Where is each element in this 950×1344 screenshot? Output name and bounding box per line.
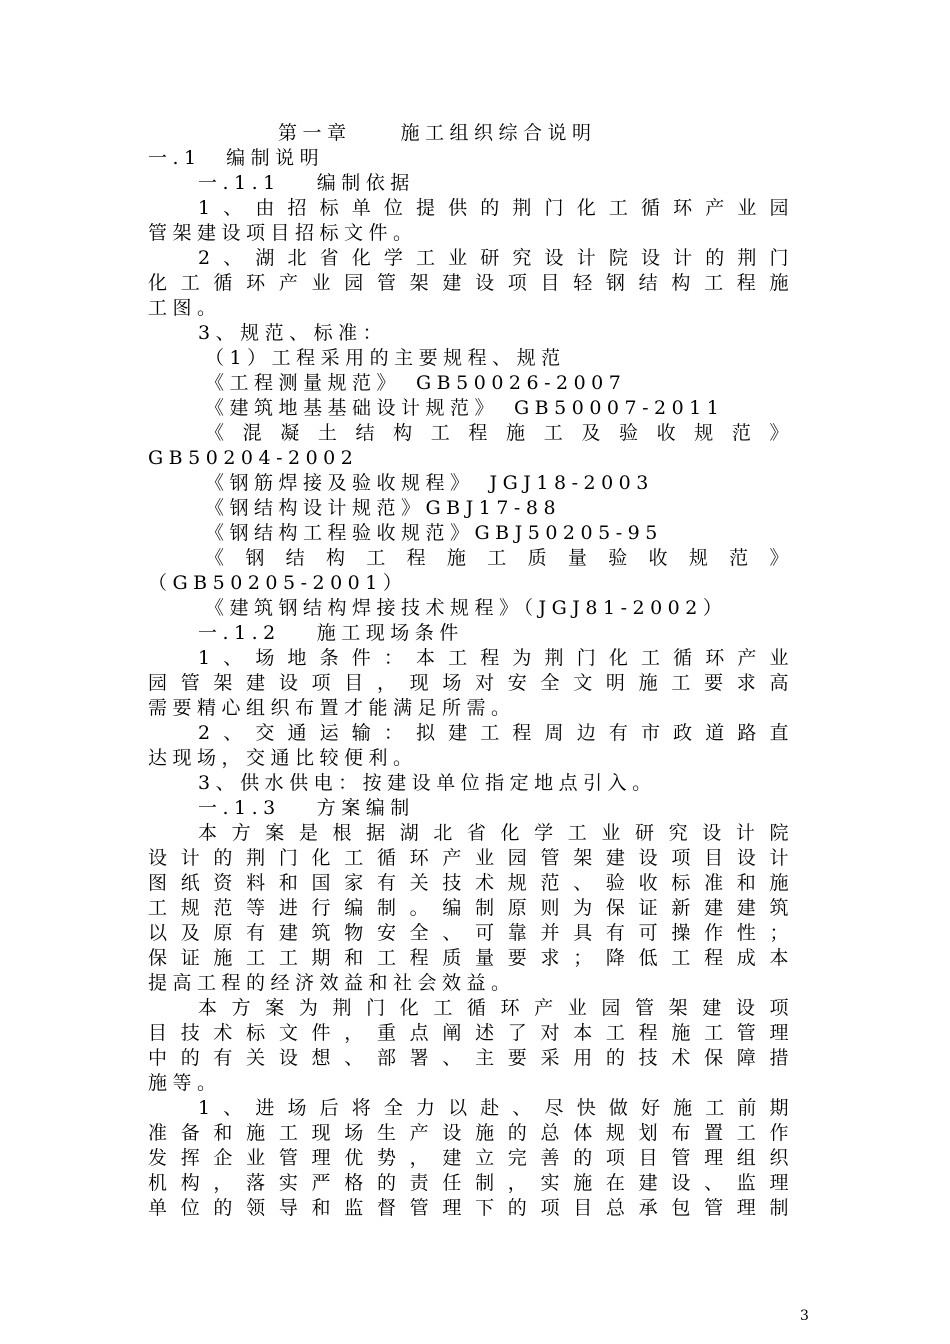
- text-line: 目技术标文件，重点阐述了对本工程施工管理: [148, 1022, 794, 1044]
- text-line: 化工循环产业园管架建设项目轻钢结构工程施: [148, 272, 794, 294]
- subsection-heading: 一.1.2 施工现场条件: [198, 622, 464, 644]
- standard-item: 《工程测量规范》 GB50026-2007: [205, 372, 627, 394]
- text-line: 工规范等进行编制。编制原则为保证新建建筑: [148, 897, 794, 919]
- text-line: 准备和施工现场生产设施的总体规划布置工作: [148, 1122, 794, 1144]
- text-line: 管架建设项目招标文件。: [148, 222, 418, 244]
- chapter-title: 第一章 施工组织综合说明: [278, 122, 597, 144]
- standard-item: 《钢结构设计规范》GBJ17-88: [205, 497, 562, 519]
- text-line: 单位的领导和监督管理下的项目总承包管理制: [148, 1197, 794, 1219]
- standard-item: 《钢筋焊接及验收规程》 JGJ18-2003: [205, 472, 654, 494]
- text-line: 园管架建设项目，现场对安全文明施工要求高: [148, 672, 794, 694]
- text-line: 1、由招标单位提供的荆门化工循环产业园: [198, 197, 794, 219]
- subsection-heading: 一.1.1 编制依据: [198, 172, 415, 194]
- text-line: 3、规范、标准：: [198, 322, 388, 344]
- text-line: 1、场地条件：本工程为荆门化工循环产业: [198, 647, 794, 669]
- text-line: 达现场，交通比较便利。: [148, 747, 418, 769]
- text-line: 需要精心组织布置才能满足所需。: [148, 697, 516, 719]
- standard-item: 《钢结构工程验收规范》GBJ50205-95: [205, 522, 663, 544]
- section-heading: 一.1 编制说明: [148, 147, 325, 169]
- standard-code: （GB50205-2001）: [148, 572, 408, 594]
- standard-item: 《钢结构工程施工质量验收规范》: [205, 547, 794, 569]
- text-line: 2、湖北省化学工业研究设计院设计的荆门: [198, 247, 794, 269]
- text-line: 保证施工工期和工程质量要求；降低工程成本: [148, 947, 794, 969]
- text-line: 工图。: [148, 297, 222, 319]
- standard-item: 《混凝土结构工程施工及验收规范》: [205, 422, 794, 444]
- text-line: 机构，落实严格的责任制，实施在建设、监理: [148, 1172, 794, 1194]
- text-line: 设计的荆门化工循环产业园管架建设项目设计: [148, 847, 794, 869]
- text-line: 图纸资料和国家有关技术规范、验收标准和施: [148, 872, 794, 894]
- text-line: 1、进场后将全力以赴、尽快做好施工前期: [198, 1097, 794, 1119]
- subsection-heading: 一.1.3 方案编制: [198, 797, 415, 819]
- page-number: 3: [800, 1308, 809, 1324]
- standard-item: 《建筑钢结构焊接技术规程》（JGJ81-2002）: [205, 597, 728, 619]
- text-line: 施等。: [148, 1072, 222, 1094]
- text-line: 发挥企业管理优势，建立完善的项目管理组织: [148, 1147, 794, 1169]
- standard-code: GB50204-2002: [148, 447, 359, 469]
- text-line: 本方案为荆门化工循环产业园管架建设项: [198, 997, 794, 1019]
- text-line: 3、供水供电：按建设单位指定地点引入。: [198, 772, 657, 794]
- text-line: 以及原有建筑物安全、可靠并具有可操作性；: [148, 922, 794, 944]
- text-line: （1）工程采用的主要规程、规范: [205, 347, 566, 369]
- standard-item: 《建筑地基基础设计规范》 GB50007-2011: [205, 397, 725, 419]
- text-line: 中的有关设想、部署、主要采用的技术保障措: [148, 1047, 794, 1069]
- text-line: 2、交通运输：拟建工程周边有市政道路直: [198, 722, 794, 744]
- text-line: 提高工程的经济效益和社会效益。: [148, 972, 516, 994]
- text-line: 本方案是根据湖北省化学工业研究设计院: [198, 822, 794, 844]
